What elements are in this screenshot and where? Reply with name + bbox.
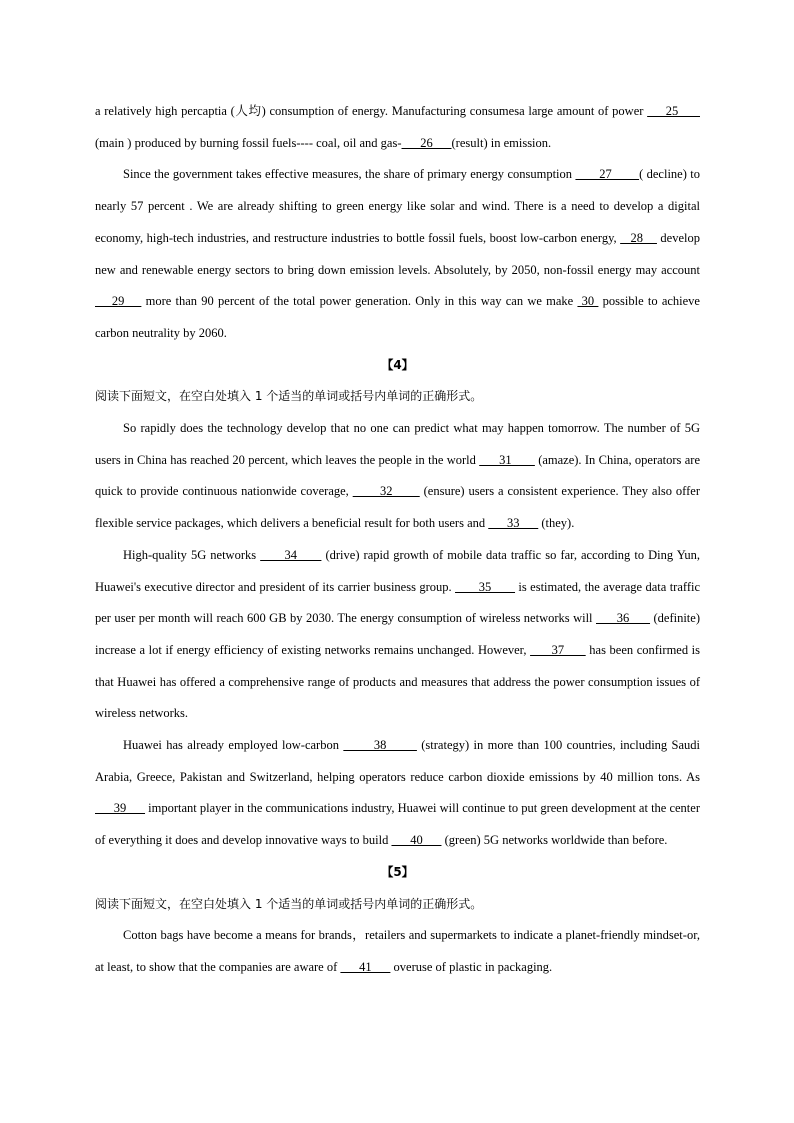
blank-39[interactable]: 39 [95, 801, 146, 816]
section-5-instruction: 阅读下面短文，在空白处填入 1 个适当的单词或括号内单词的正确形式。 [95, 896, 483, 911]
paragraph-s5-1 [95, 920, 700, 983]
text: more than 90 percent of the total power generation. Only in this way can we make [141, 294, 578, 309]
blank-34[interactable]: 34 [260, 547, 322, 562]
section-4-instruction: 阅读下面短文，在空白处填入 1 个适当的单词或括号内单词的正确形式。 [95, 389, 483, 404]
text: is estimated, the average data traffic per user per month will reach 600 GB by 2030. The energy consumption of wireless networks will [95, 579, 700, 626]
text: overuse of plastic in packaging. [390, 959, 553, 974]
text: Huawei has already employed low-carbon [123, 738, 344, 753]
text: has been confirmed is that Huawei has offered a comprehensive range of products and measures that address the power consumption issues of wireless networks. [95, 642, 701, 721]
blank-26[interactable]: 26 [401, 135, 452, 150]
blank-33[interactable]: 33 [488, 516, 539, 531]
blank-29[interactable]: 29 [95, 294, 142, 309]
paragraph-s4-3 [95, 730, 700, 857]
text: (they). [538, 516, 575, 531]
text: Cotton bags have become a means for brands，retailers and supermarkets to indicate a planet-friendly mindset-or, at least, to show that the companies are aware of [95, 928, 700, 974]
text: important player in the communications industry, Huawei will continue to put green development at the center of everything it does and develop innovative ways to build [95, 801, 700, 848]
text: (green) 5G networks worldwide than before. [441, 833, 668, 848]
blank-41[interactable]: 41 [340, 959, 391, 974]
blank-38[interactable]: 38 [343, 738, 417, 753]
document-page [95, 96, 700, 984]
paragraph-s3-2 [95, 159, 700, 349]
blank-32[interactable]: 32 [352, 484, 420, 499]
text: (drive) rapid growth of mobile data traffic so far, according to Ding Yun, Huawei's executive director and president of its carrier business group. [95, 547, 701, 594]
blank-28[interactable]: 28 [620, 230, 657, 245]
paragraph-s4-1 [95, 413, 700, 540]
blank-31[interactable]: 31 [479, 452, 535, 467]
blank-27[interactable]: 27 [575, 167, 640, 182]
text: Since the government takes effective measures, the share of primary energy consumption [123, 167, 576, 182]
blank-25[interactable]: 25 [647, 104, 700, 118]
text: (result) in emission. [451, 135, 552, 150]
text: (main ) produced by burning fossil fuels---- coal, oil and gas- [95, 135, 402, 150]
section-5-heading: 【5】 [381, 864, 414, 879]
blank-35[interactable]: 35 [455, 579, 516, 594]
paragraph-s3-1 [95, 96, 700, 159]
text: High-quality 5G networks [123, 547, 261, 562]
blank-30[interactable]: 30 [577, 294, 599, 309]
text: (strategy) in more than 100 countries, including Saudi Arabia, Greece, Pakistan and Switzerland, helping operators reduce carbon dioxide emissions by 40 million tons. As [95, 738, 701, 784]
paragraph-s4-2 [95, 540, 700, 730]
blank-40[interactable]: 40 [391, 833, 442, 848]
blank-36[interactable]: 36 [596, 611, 651, 626]
blank-37[interactable]: 37 [530, 642, 586, 657]
section-4-heading: 【4】 [381, 357, 414, 372]
text: possible to achieve carbon neutrality by 2060. [95, 294, 700, 340]
text: (amaze). In China, operators are quick to provide continuous nationwide coverage, [95, 452, 701, 499]
text: develop new and renewable energy sectors to bring down emission levels. Absolutely, by 2050, non-fossil energy may account [95, 230, 700, 277]
text: ( decline) to nearly 57 percent . We are already shifting to green energy like solar and wind. There is a need to develop a digital economy, high-tech industries, and restructure industries to bottle fossil fuels, boost low-carbon energy, [95, 167, 701, 245]
text: (definite) increase a lot if energy efficiency of existing networks remains unchanged. However, [95, 611, 700, 657]
text: a relatively high percaptia (人均) consumption of energy. Manufacturing consumesa large amount of power [95, 104, 648, 118]
text: (ensure) users a consistent experience. They also offer flexible service packages, which delivers a beneficial result for both users and [95, 484, 700, 531]
text: So rapidly does the technology develop that no one can predict what may happen tomorrow. The number of 5G users in China has reached 20 percent, which leaves the people in the world [95, 421, 700, 467]
